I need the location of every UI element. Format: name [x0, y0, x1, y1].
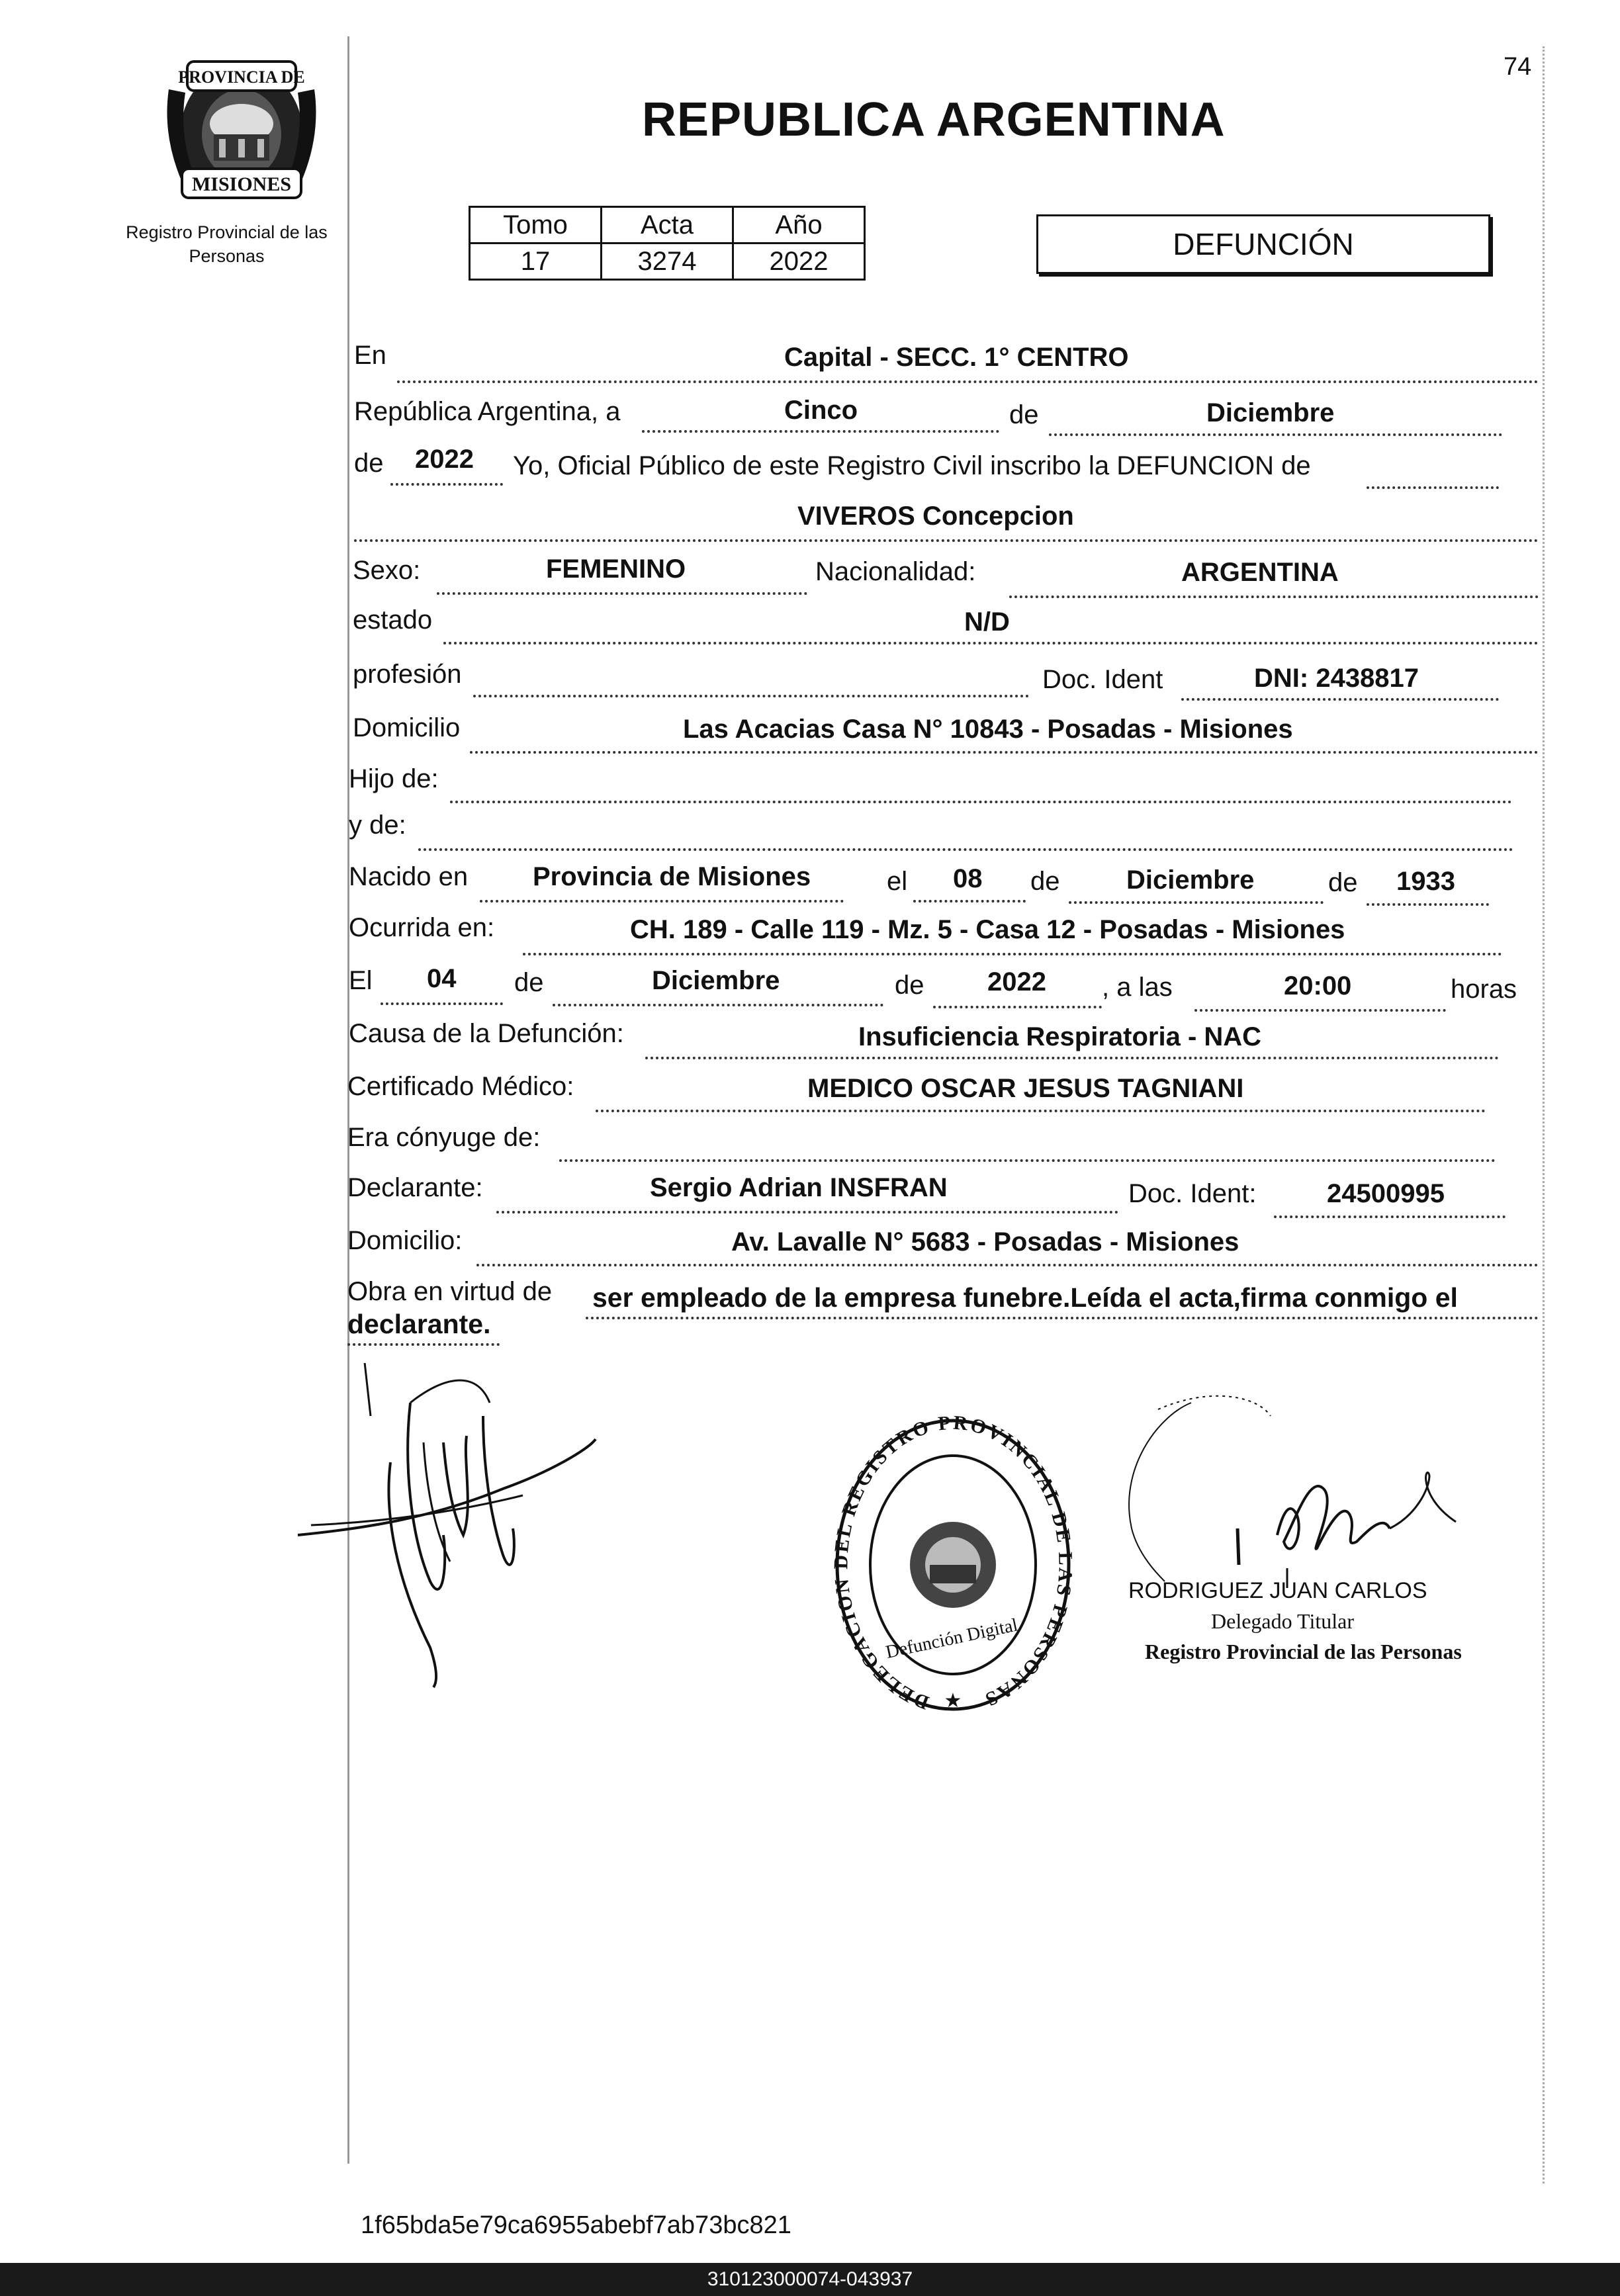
doc-ident-value: DNI: 2438817: [1254, 664, 1419, 693]
domicilio-2-label: Domicilio:: [347, 1226, 463, 1255]
page-title: REPUBLICA ARGENTINA: [642, 93, 1226, 146]
causa-value: Insuficiencia Respiratoria - NAC: [858, 1022, 1262, 1051]
estado-label: estado: [353, 605, 433, 635]
officer-name: RODRIGUEZ JUAN CARLOS: [1128, 1578, 1427, 1603]
conyuge-label: Era cónyuge de:: [347, 1123, 541, 1152]
hijo-de-label: Hijo de:: [349, 764, 439, 793]
table-header-tomo: Tomo: [470, 207, 602, 243]
certificado-dotted-line: [596, 1110, 1486, 1112]
document-hash: 1f65bda5e79ca6955abebf7ab73bc821: [361, 2211, 791, 2239]
domicilio-label: Domicilio: [353, 713, 461, 742]
officer-signature: [1059, 1390, 1522, 1588]
seal-text-bottom: MISIONES: [191, 173, 292, 195]
domicilio-dotted-line: [470, 751, 1539, 754]
day-words-value: Cinco: [784, 396, 858, 425]
declarante-doc-dotted-line: [1274, 1215, 1506, 1218]
stamp-star-icon: ★: [944, 1690, 962, 1712]
nacionalidad-dotted-line: [1009, 596, 1539, 598]
birth-month-value: Diciembre: [1126, 865, 1255, 895]
declarante-label: Declarante:: [347, 1173, 483, 1202]
death-year-value: 2022: [987, 967, 1046, 996]
a-las-label: , a las: [1102, 973, 1173, 1002]
seal-text-top: PROVINCIA DE: [178, 67, 305, 87]
month-value: Diciembre: [1206, 398, 1335, 427]
doc-ident-label: Doc. Ident: [1042, 665, 1163, 694]
nacionalidad-label: Nacionalidad:: [815, 557, 976, 586]
day-dotted-line: [642, 430, 999, 433]
profesion-dotted-line: [473, 695, 1029, 697]
de-label-4: de: [1328, 868, 1358, 897]
birth-day-value: 08: [953, 864, 983, 893]
table-value-acta: 3274: [602, 243, 733, 280]
table-value-anio: 2022: [733, 243, 865, 280]
declarante-signature: [285, 1363, 629, 1707]
officer-title: Delegado Titular: [1211, 1609, 1354, 1633]
ocurrida-value: CH. 189 - Calle 119 - Mz. 5 - Casa 12 - Posadas - Misiones: [630, 915, 1345, 944]
declarante-dotted-line: [496, 1211, 1118, 1214]
deceased-name: VIVEROS Concepcion: [797, 502, 1074, 531]
inscribo-dotted-line: [1367, 486, 1499, 489]
death-day-dotted-line: [381, 1002, 503, 1005]
hijo-de-dotted-line: [450, 801, 1512, 803]
page-number: 74: [1504, 53, 1532, 81]
declarante-doc-value: 24500995: [1327, 1179, 1445, 1208]
registro-provincial-label: Registro Provincial de las Personas: [126, 222, 328, 266]
birth-day-dotted-line: [913, 900, 1026, 903]
stamp-ring-text: DELEGACION DEL REGISTRO PROVINCIAL DE LAS PERSONAS: [830, 1416, 1077, 1714]
death-day-value: 04: [427, 964, 457, 993]
doc-ident-dotted-line: [1181, 698, 1499, 701]
nacido-label: Nacido en: [349, 862, 469, 891]
right-margin-line: [1543, 46, 1545, 2184]
sexo-label: Sexo:: [353, 556, 421, 585]
y-de-label: y de:: [349, 811, 406, 840]
en-label: En: [354, 341, 386, 370]
stamp-inner-text: Defunción Digital: [883, 1614, 1020, 1663]
death-time-value: 20:00: [1284, 971, 1352, 1000]
year-value: 2022: [415, 445, 474, 474]
ocurrida-dotted-line: [523, 953, 1502, 955]
deceased-dotted-line: [354, 539, 1539, 542]
nacionalidad-value: ARGENTINA: [1181, 558, 1339, 587]
el-label: el: [887, 867, 908, 896]
obra-dotted-line: [586, 1317, 1539, 1319]
de-label-6: de: [895, 971, 924, 1000]
footer-code: 310123000074-043937: [707, 2268, 913, 2290]
provincia-misiones-seal-icon: [156, 50, 328, 208]
month-dotted-line: [1049, 433, 1502, 436]
table-value-tomo: 17: [470, 243, 602, 280]
en-value: Capital - SECC. 1° CENTRO: [784, 343, 1129, 372]
doc-ident-2-label: Doc. Ident:: [1128, 1179, 1257, 1208]
de-label-1: de: [1009, 400, 1039, 429]
profesion-label: profesión: [353, 660, 462, 689]
estado-value: N/D: [964, 607, 1010, 637]
estado-dotted-line: [443, 642, 1539, 644]
declarante-value: Sergio Adrian INSFRAN: [650, 1173, 948, 1202]
de-label-5: de: [514, 968, 544, 997]
republica-label: República Argentina, a: [354, 397, 621, 426]
death-year-dotted-line: [933, 1006, 1102, 1008]
en-dotted-line: [397, 380, 1539, 383]
el-cap-label: El: [349, 966, 373, 995]
sexo-dotted-line: [437, 592, 807, 595]
certificado-value: MEDICO OSCAR JESUS TAGNIANI: [807, 1074, 1244, 1103]
table-header-anio: Año: [733, 207, 865, 243]
de-label-2: de: [354, 449, 384, 478]
obra-value-line-1: ser empleado de la empresa funebre.Leída el acta,firma conmigo el: [592, 1282, 1458, 1313]
ocurrida-label: Ocurrida en:: [349, 913, 495, 942]
conyuge-dotted-line: [559, 1159, 1496, 1162]
document-type-box: DEFUNCIÓN: [1036, 214, 1490, 274]
registry-reference-table: [469, 206, 866, 281]
nacido-value: Provincia de Misiones: [533, 862, 811, 891]
birth-year-value: 1933: [1396, 867, 1455, 896]
y-de-dotted-line: [418, 848, 1513, 851]
domicilio-value: Las Acacias Casa N° 10843 - Posadas - Misiones: [683, 715, 1293, 744]
domicilio-2-value: Av. Lavalle N° 5683 - Posadas - Misiones: [731, 1227, 1239, 1257]
horas-label: horas: [1451, 975, 1517, 1004]
inscribo-text: Yo, Oficial Público de este Registro Civil inscribo la DEFUNCION de: [513, 451, 1311, 480]
registro-provincial-stamp: [827, 1416, 1079, 1720]
officer-org: Registro Provincial de las Personas: [1145, 1640, 1462, 1663]
birth-year-dotted-line: [1367, 903, 1489, 906]
year-dotted-line: [390, 483, 503, 486]
de-label-3: de: [1030, 867, 1060, 896]
table-header-acta: Acta: [602, 207, 733, 243]
obra-dotted-line-2: [347, 1343, 500, 1346]
death-month-value: Diciembre: [652, 966, 780, 995]
nacido-dotted-line: [480, 900, 844, 903]
birth-month-dotted-line: [1069, 901, 1324, 904]
certificado-label: Certificado Médico:: [347, 1072, 574, 1101]
death-month-dotted-line: [553, 1004, 883, 1006]
causa-dotted-line: [645, 1057, 1499, 1059]
domicilio-2-dotted-line: [476, 1264, 1539, 1266]
obra-label: Obra en virtud de: [347, 1277, 553, 1306]
causa-label: Causa de la Defunción:: [349, 1019, 624, 1048]
obra-value-line-2: declarante.: [347, 1309, 491, 1339]
sexo-value: FEMENINO: [546, 554, 686, 584]
death-time-dotted-line: [1194, 1009, 1446, 1012]
